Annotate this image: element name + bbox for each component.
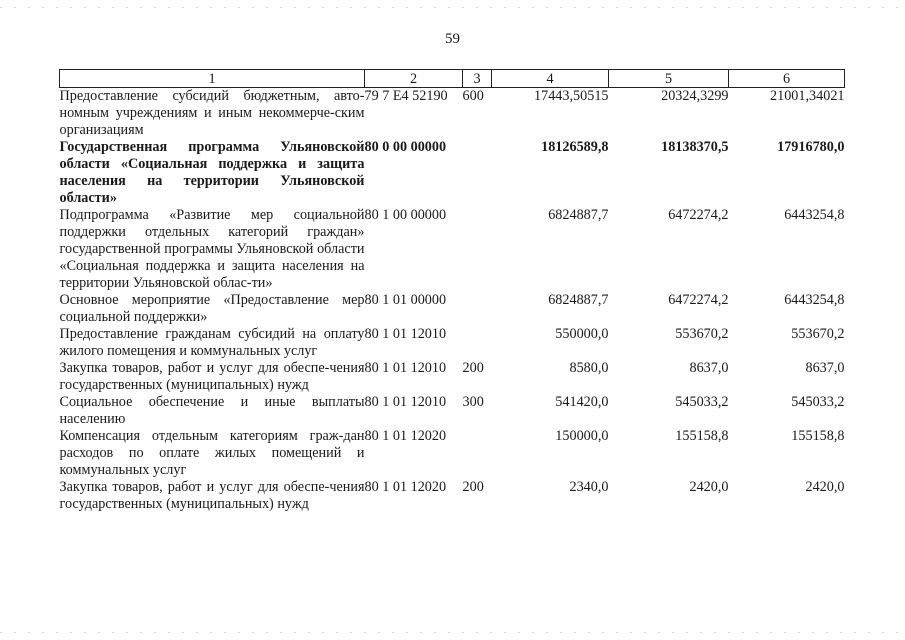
- row-target-code: 80 1 01 12010: [364, 326, 447, 342]
- row-name: Основное мероприятие «Предоставление мер социальной поддержки»: [59, 292, 365, 325]
- row-name: Подпрограмма «Развитие мер социальной поддержки отдельных категорий граждан» государственной программы Ульяновской области «Социальная поддержка и защита населения на территории Ульяновской облас-ти»: [59, 207, 365, 291]
- row-amount-1: 6824887,7: [548, 207, 609, 223]
- row-expense-type: [463, 428, 492, 479]
- row-amount-2: 18138370,5: [661, 139, 729, 155]
- table-header-row: [60, 70, 845, 88]
- row-amount-3: 21001,34021: [770, 88, 845, 104]
- row-name: Предоставление гражданам субсидий на оплату жилого помещения и коммунальных услуг: [59, 326, 365, 359]
- row-expense-type: [463, 207, 492, 292]
- row-amount-2: 6472274,2: [668, 292, 729, 308]
- row-expense-type: 300: [462, 394, 484, 410]
- table-row: [60, 139, 845, 207]
- row-expense-type: [463, 292, 492, 326]
- row-target-code: 79 7 E4 52190: [364, 88, 448, 104]
- row-amount-3: 2420,0: [805, 479, 845, 495]
- row-amount-3: 553670,2: [791, 326, 845, 342]
- table-row: [60, 326, 845, 360]
- table-row: [60, 479, 845, 513]
- table-row: [60, 394, 845, 428]
- row-amount-2: 553670,2: [675, 326, 729, 342]
- row-target-code: 80 0 00 00000: [364, 139, 447, 155]
- table-row: [60, 88, 845, 140]
- row-amount-3: 8637,0: [805, 360, 845, 376]
- row-amount-1: 550000,0: [555, 326, 609, 342]
- page-number: 59: [445, 31, 460, 47]
- row-name: Закупка товаров, работ и услуг для обеспе-чения государственных (муниципальных) нужд: [59, 479, 365, 512]
- row-amount-1: 541420,0: [555, 394, 609, 410]
- row-amount-1: 8580,0: [569, 360, 609, 376]
- row-amount-1: 150000,0: [555, 428, 609, 444]
- scan-artifact-bottom: [0, 632, 905, 633]
- row-amount-3: 6443254,8: [784, 292, 845, 308]
- row-amount-3: 155158,8: [791, 428, 845, 444]
- row-target-code: 80 1 00 00000: [364, 207, 447, 223]
- row-amount-1: 6824887,7: [548, 292, 609, 308]
- row-target-code: 80 1 01 12010: [364, 360, 447, 376]
- row-target-code: 80 1 01 00000: [364, 292, 447, 308]
- row-amount-3: 545033,2: [791, 394, 845, 410]
- budget-table: [59, 69, 845, 513]
- row-expense-type: 200: [462, 479, 484, 495]
- table-row: [60, 292, 845, 326]
- row-name: Закупка товаров, работ и услуг для обеспе-чения государственных (муниципальных) нужд: [59, 360, 365, 393]
- row-amount-2: 6472274,2: [668, 207, 729, 223]
- row-amount-2: 20324,3299: [661, 88, 729, 104]
- column-header: 6: [729, 70, 845, 88]
- row-amount-1: 17443,50515: [534, 88, 609, 104]
- row-amount-2: 155158,8: [675, 428, 729, 444]
- row-name: Компенсация отдельным категориям граж-дан расходов по оплате жилых помещений и коммунальных услуг: [59, 428, 365, 478]
- row-name: Государственная программа Ульяновской области «Социальная поддержка и защита населения на территории Ульяновской области»: [59, 139, 365, 206]
- row-expense-type: [463, 139, 492, 207]
- row-amount-3: 6443254,8: [784, 207, 845, 223]
- table-row: [60, 360, 845, 394]
- column-header: 4: [492, 70, 609, 88]
- row-expense-type: [463, 326, 492, 360]
- table-row: [60, 207, 845, 292]
- column-header: 2: [365, 70, 463, 88]
- column-header: 5: [609, 70, 729, 88]
- row-amount-2: 2420,0: [689, 479, 729, 495]
- scan-artifact-top: [0, 7, 905, 8]
- table-row: [60, 428, 845, 479]
- row-expense-type: 200: [462, 360, 484, 376]
- row-target-code: 80 1 01 12020: [364, 479, 447, 495]
- row-amount-2: 8637,0: [689, 360, 729, 376]
- row-target-code: 80 1 01 12020: [364, 428, 447, 444]
- column-header: 3: [463, 70, 492, 88]
- row-amount-1: 2340,0: [569, 479, 609, 495]
- row-expense-type: 600: [462, 88, 484, 104]
- column-header: 1: [60, 70, 365, 88]
- row-name: Предоставление субсидий бюджетным, авто-номным учреждениям и иным некоммерче-ским организациям: [59, 88, 365, 138]
- row-name: Социальное обеспечение и иные выплаты населению: [59, 394, 365, 427]
- row-target-code: 80 1 01 12010: [364, 394, 447, 410]
- row-amount-1: 18126589,8: [541, 139, 609, 155]
- row-amount-3: 17916780,0: [777, 139, 845, 155]
- row-amount-2: 545033,2: [675, 394, 729, 410]
- table-body: [60, 88, 845, 514]
